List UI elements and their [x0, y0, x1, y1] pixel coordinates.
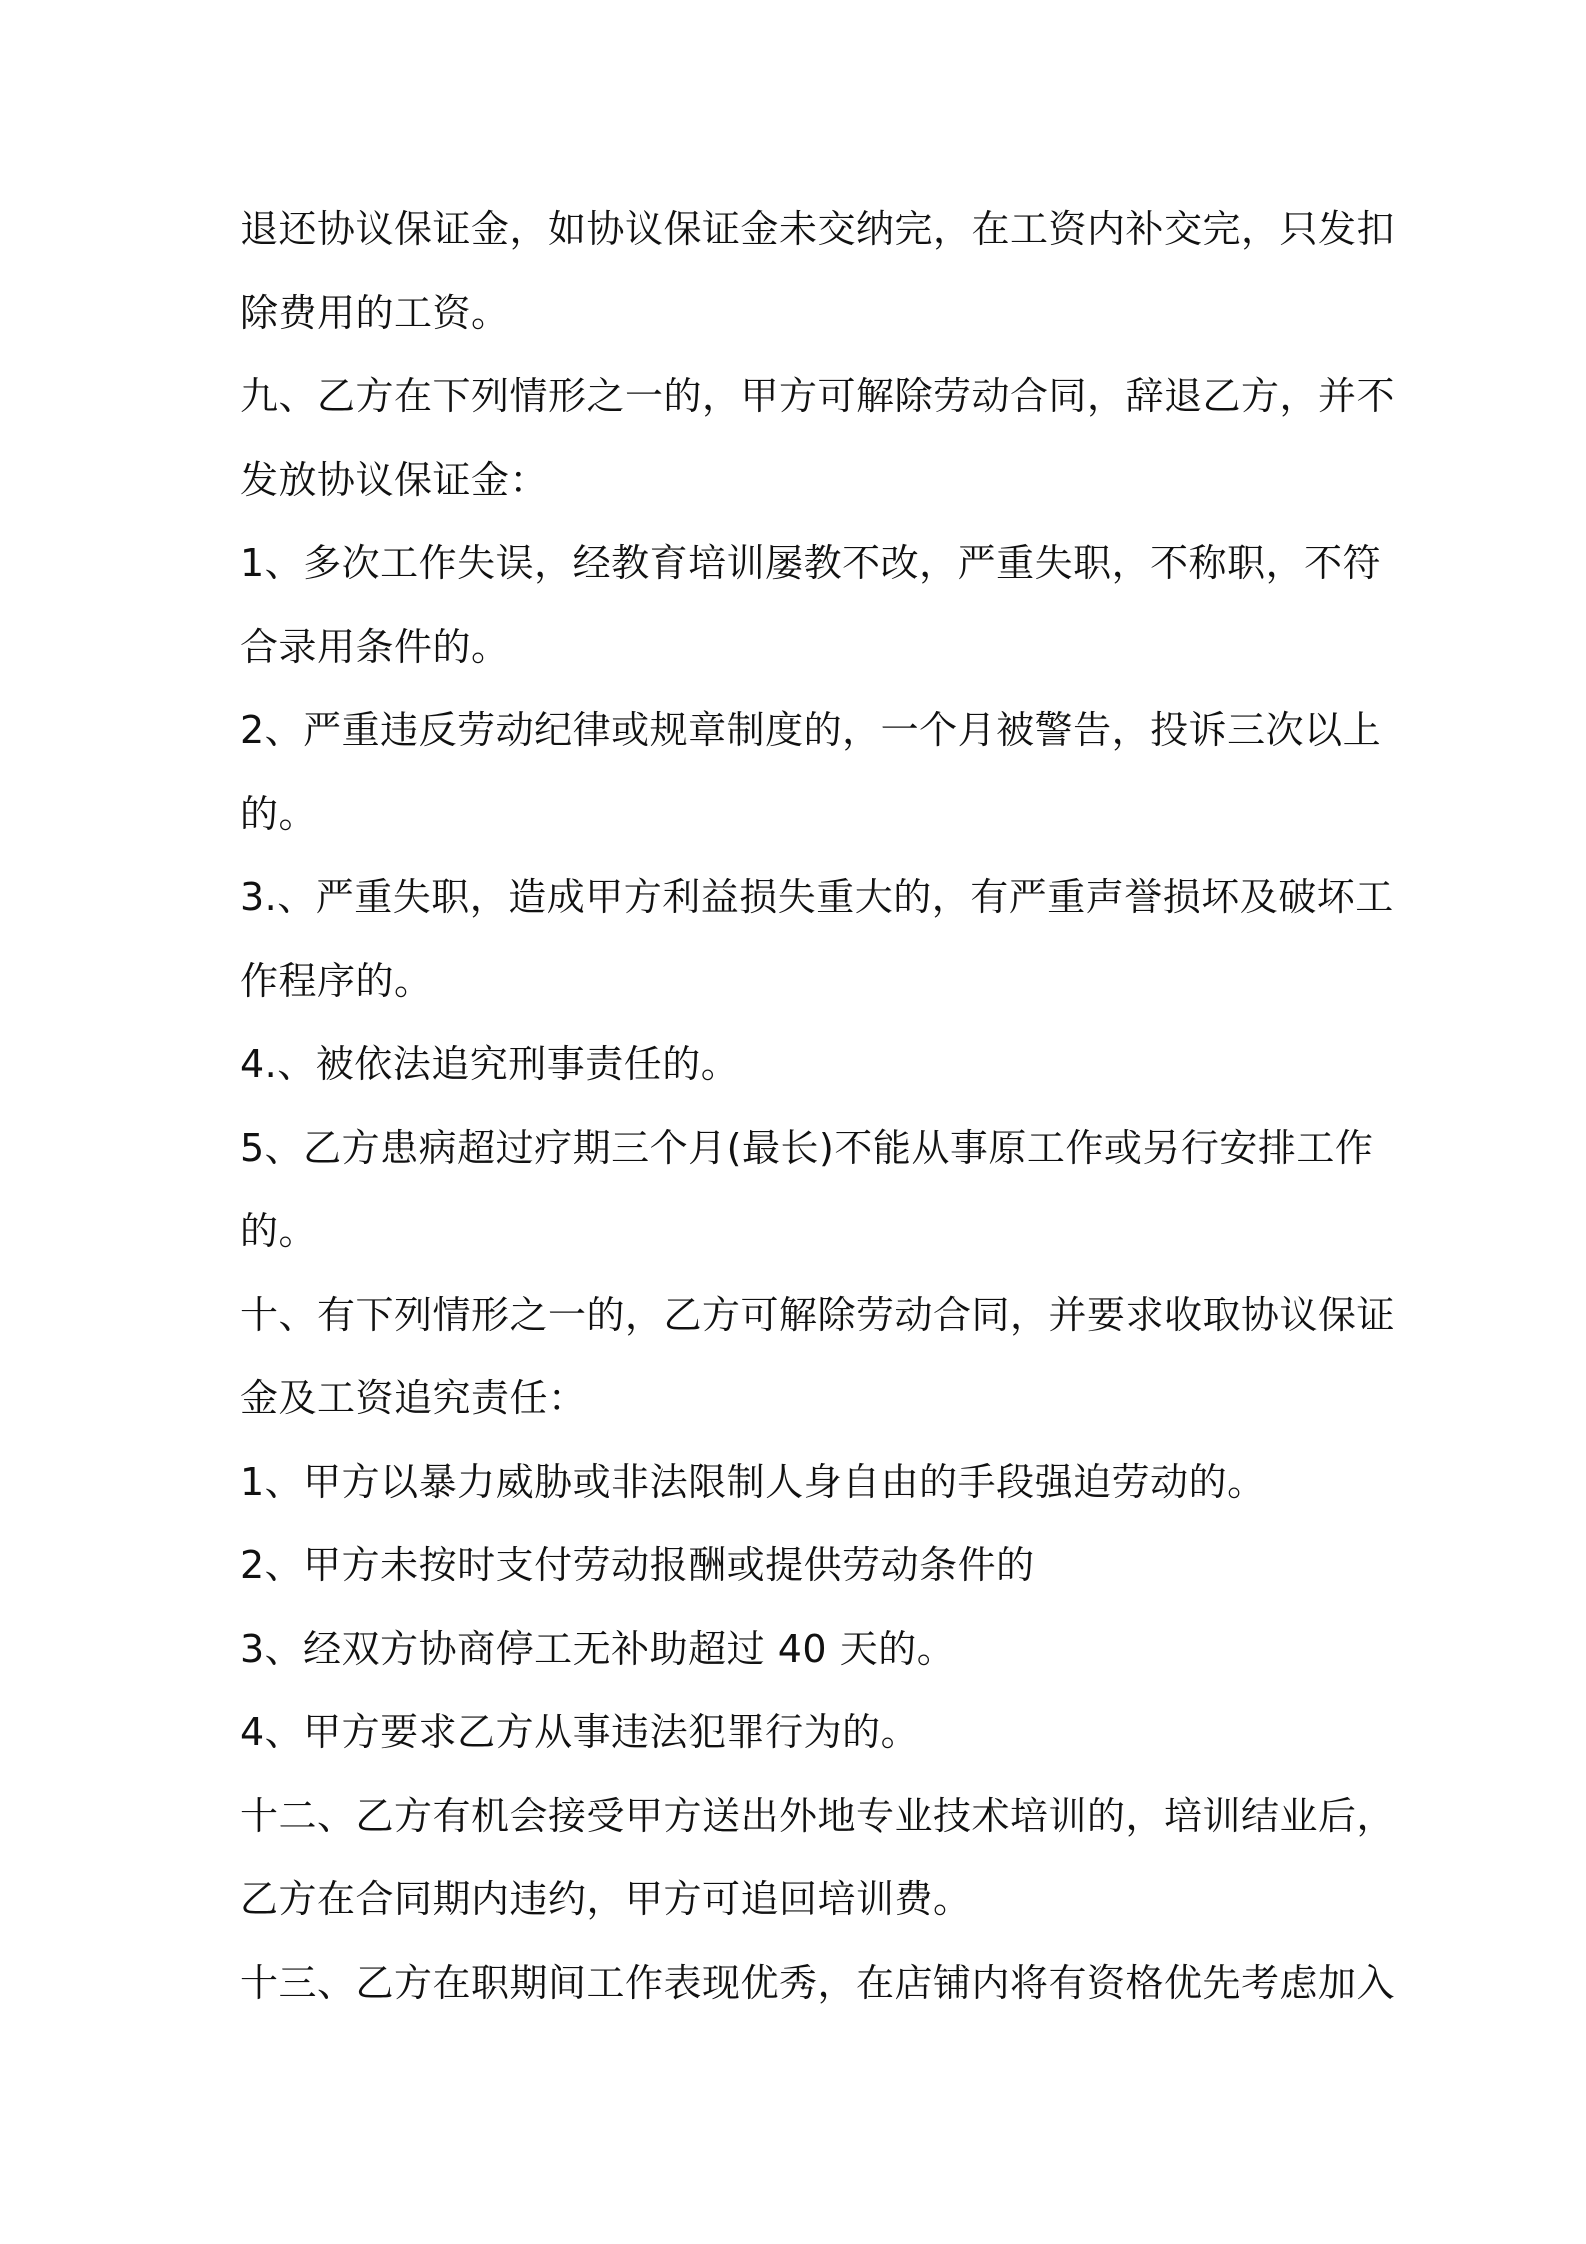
clause-heading-10: 十、有下列情形之一的，乙方可解除劳动合同，并要求收取协议保证: [240, 1292, 1396, 1337]
text-line: 的。: [240, 791, 318, 836]
list-item: 2、严重违反劳动纪律或规章制度的，一个月被警告，投诉三次以上: [240, 708, 1382, 752]
list-item: 4.、被依法追究刑事责任的。: [240, 1042, 740, 1086]
text-line: 乙方在合同期内违约，甲方可追回培训费。: [240, 1877, 972, 1921]
clause-heading-13: 十三、乙方在职期间工作表现优秀，在店铺内将有资格优先考虑加入: [240, 1960, 1396, 2005]
text-line: 的。: [240, 1209, 318, 1253]
text-line: 发放协议保证金：: [240, 457, 549, 502]
text-line: 作程序的。: [240, 958, 433, 1003]
list-item: 3、经双方协商停工无补助超过 40 天的。: [240, 1626, 956, 1671]
list-item: 5、乙方患病超过疗期三个月(最长)不能从事原工作或另行安排工作: [240, 1125, 1374, 1170]
list-item: 1、甲方以暴力威胁或非法限制人身自由的手段强迫劳动的。: [240, 1459, 1266, 1504]
contract-text-body: [240, 188, 1396, 2025]
clause-heading-12: 十二、乙方有机会接受甲方送出外地专业技术培训的，培训结业后，: [240, 1793, 1396, 1838]
list-item: 2、甲方未按时支付劳动报酬或提供劳动条件的: [240, 1543, 1035, 1587]
list-item: 4、甲方要求乙方从事违法犯罪行为的。: [240, 1710, 920, 1754]
text-line: 退还协议保证金，如协议保证金未交纳完，在工资内补交完，只发扣: [240, 207, 1396, 251]
clause-heading-9: 九、乙方在下列情形之一的，甲方可解除劳动合同，辞退乙方，并不: [240, 374, 1396, 418]
text-line: 合录用条件的。: [240, 624, 510, 669]
list-item: 1、多次工作失误，经教育培训屡教不改，严重失职，不称职，不符: [240, 541, 1382, 585]
list-item: 3.、严重失职，造成甲方利益损失重大的，有严重声誉损坏及破坏工: [240, 875, 1394, 919]
text-line: 除费用的工资。: [240, 290, 510, 335]
text-line: 金及工资追究责任：: [240, 1376, 587, 1420]
